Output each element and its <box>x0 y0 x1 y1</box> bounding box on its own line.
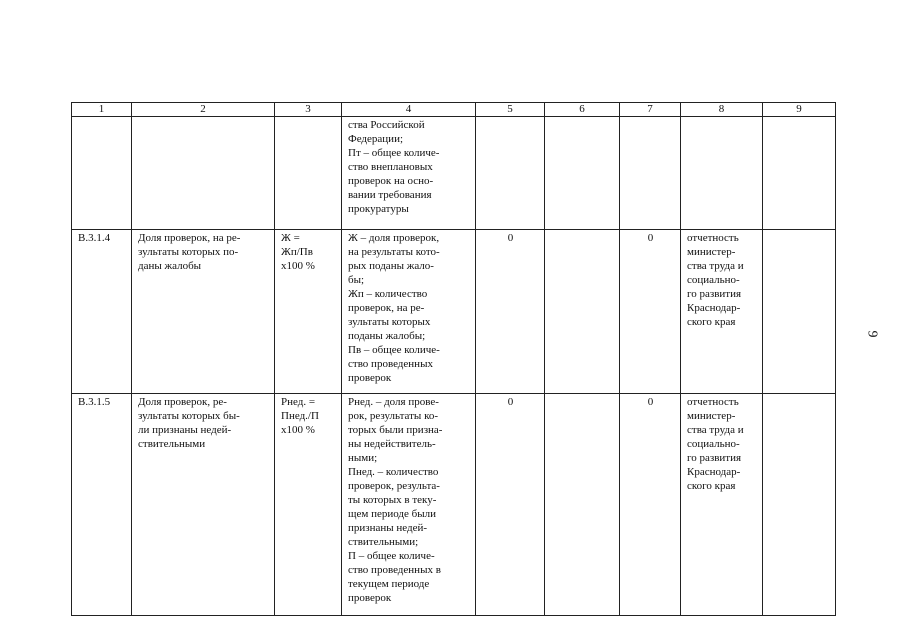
source-line: министер- <box>687 246 736 258</box>
description-line: проверок, на ре- <box>348 302 425 314</box>
source-line: отчетность <box>687 396 739 408</box>
header-row <box>72 103 836 117</box>
formula-line: Пнед./П <box>281 410 319 422</box>
description-line: ства Российской <box>348 119 425 131</box>
description-line: на результаты кото- <box>348 246 440 258</box>
description-line: проверок <box>348 592 392 604</box>
source-line: ского края <box>687 480 736 492</box>
source-line: отчетность <box>687 232 739 244</box>
value-cell <box>545 117 620 230</box>
value-cell: 0 <box>620 230 681 394</box>
description-line: проверок, результа- <box>348 480 440 492</box>
header-cell: 7 <box>620 103 681 117</box>
description-line: Рнед. – доля прове- <box>348 396 439 408</box>
header-cell: 6 <box>545 103 620 117</box>
formula-cell <box>275 230 342 394</box>
code-cell: В.3.1.5 <box>72 394 132 616</box>
table-row <box>72 230 836 394</box>
source-line: социально- <box>687 438 740 450</box>
description-line: П – общее количе- <box>348 550 435 562</box>
name-line: зультаты которых по- <box>138 246 239 258</box>
description-line: ствительными; <box>348 536 419 548</box>
indicator-name-cell <box>132 117 275 230</box>
description-line: Пт – общее количе- <box>348 147 440 159</box>
description-line: проверок на осно- <box>348 175 434 187</box>
source-line: го развития <box>687 288 742 300</box>
note-cell <box>763 394 836 616</box>
header-cell: 1 <box>72 103 132 117</box>
description-line: ты которых в теку- <box>348 494 437 506</box>
description-line: Пв – общее количе- <box>348 344 440 356</box>
formula-cell <box>275 117 342 230</box>
description-line: Пнед. – количество <box>348 466 439 478</box>
formula-line: х100 % <box>281 424 315 436</box>
indicators-table <box>71 102 836 616</box>
header-cell: 2 <box>132 103 275 117</box>
value-cell: 0 <box>620 394 681 616</box>
description-line: ны недействитель- <box>348 438 436 450</box>
code-cell <box>72 117 132 230</box>
formula-description-cell <box>342 230 476 394</box>
description-line: признаны недей- <box>348 522 428 534</box>
source-line: социально- <box>687 274 740 286</box>
formula-line: Жп/Пв <box>281 246 313 258</box>
source-cell <box>681 230 763 394</box>
source-line: Краснодар- <box>687 466 741 478</box>
source-cell <box>681 117 763 230</box>
indicator-name-cell <box>132 230 275 394</box>
value-cell <box>476 117 545 230</box>
description-line: поданы жалобы; <box>348 330 426 342</box>
description-line: рых поданы жало- <box>348 260 434 272</box>
note-cell <box>763 117 836 230</box>
name-line: Доля проверок, ре- <box>138 396 227 408</box>
header-cell: 8 <box>681 103 763 117</box>
description-line: бы; <box>348 274 365 286</box>
source-cell <box>681 394 763 616</box>
source-line: ства труда и <box>687 260 744 272</box>
description-line: щем периоде были <box>348 508 436 520</box>
indicator-name-cell <box>132 394 275 616</box>
source-line: ства труда и <box>687 424 744 436</box>
name-line: Доля проверок, на ре- <box>138 232 241 244</box>
header-cell: 5 <box>476 103 545 117</box>
value-cell: 0 <box>476 230 545 394</box>
name-line: ли признаны недей- <box>138 424 232 436</box>
description-line: текущем периоде <box>348 578 430 590</box>
value-cell: 0 <box>476 394 545 616</box>
description-line: Ж – доля проверок, <box>348 232 440 244</box>
description-line: рок, результаты ко- <box>348 410 439 422</box>
description-line: ство проведенных <box>348 358 433 370</box>
header-cell: 9 <box>763 103 836 117</box>
name-line: зультаты которых бы- <box>138 410 240 422</box>
name-line: даны жалобы <box>138 260 202 272</box>
description-line: Федерации; <box>348 133 404 145</box>
formula-description-cell <box>342 394 476 616</box>
value-cell <box>620 117 681 230</box>
formula-cell <box>275 394 342 616</box>
source-line: ского края <box>687 316 736 328</box>
source-line: министер- <box>687 410 736 422</box>
source-line: го развития <box>687 452 742 464</box>
description-line: торых были призна- <box>348 424 443 436</box>
code-cell: В.3.1.4 <box>72 230 132 394</box>
description-line: ство внеплановых <box>348 161 433 173</box>
table-row <box>72 394 836 616</box>
table-row <box>72 117 836 230</box>
value-cell <box>545 394 620 616</box>
description-line: Жп – количество <box>348 288 428 300</box>
description-line: зультаты которых <box>348 316 431 328</box>
value-cell <box>545 230 620 394</box>
formula-line: Ж = <box>281 232 300 244</box>
name-line: ствительными <box>138 438 206 450</box>
description-line: ными; <box>348 452 378 464</box>
formula-line: Рнед. = <box>281 396 316 408</box>
note-cell <box>763 230 836 394</box>
header-cell: 4 <box>342 103 476 117</box>
description-line: вании требования <box>348 189 432 201</box>
source-line: Краснодар- <box>687 302 741 314</box>
description-line: прокуратуры <box>348 203 409 215</box>
formula-line: х100 % <box>281 260 315 272</box>
description-line: ство проведенных в <box>348 564 441 576</box>
description-line: проверок <box>348 372 392 384</box>
header-cell: 3 <box>275 103 342 117</box>
formula-description-cell <box>342 117 476 230</box>
page-number: 9 <box>864 330 880 338</box>
